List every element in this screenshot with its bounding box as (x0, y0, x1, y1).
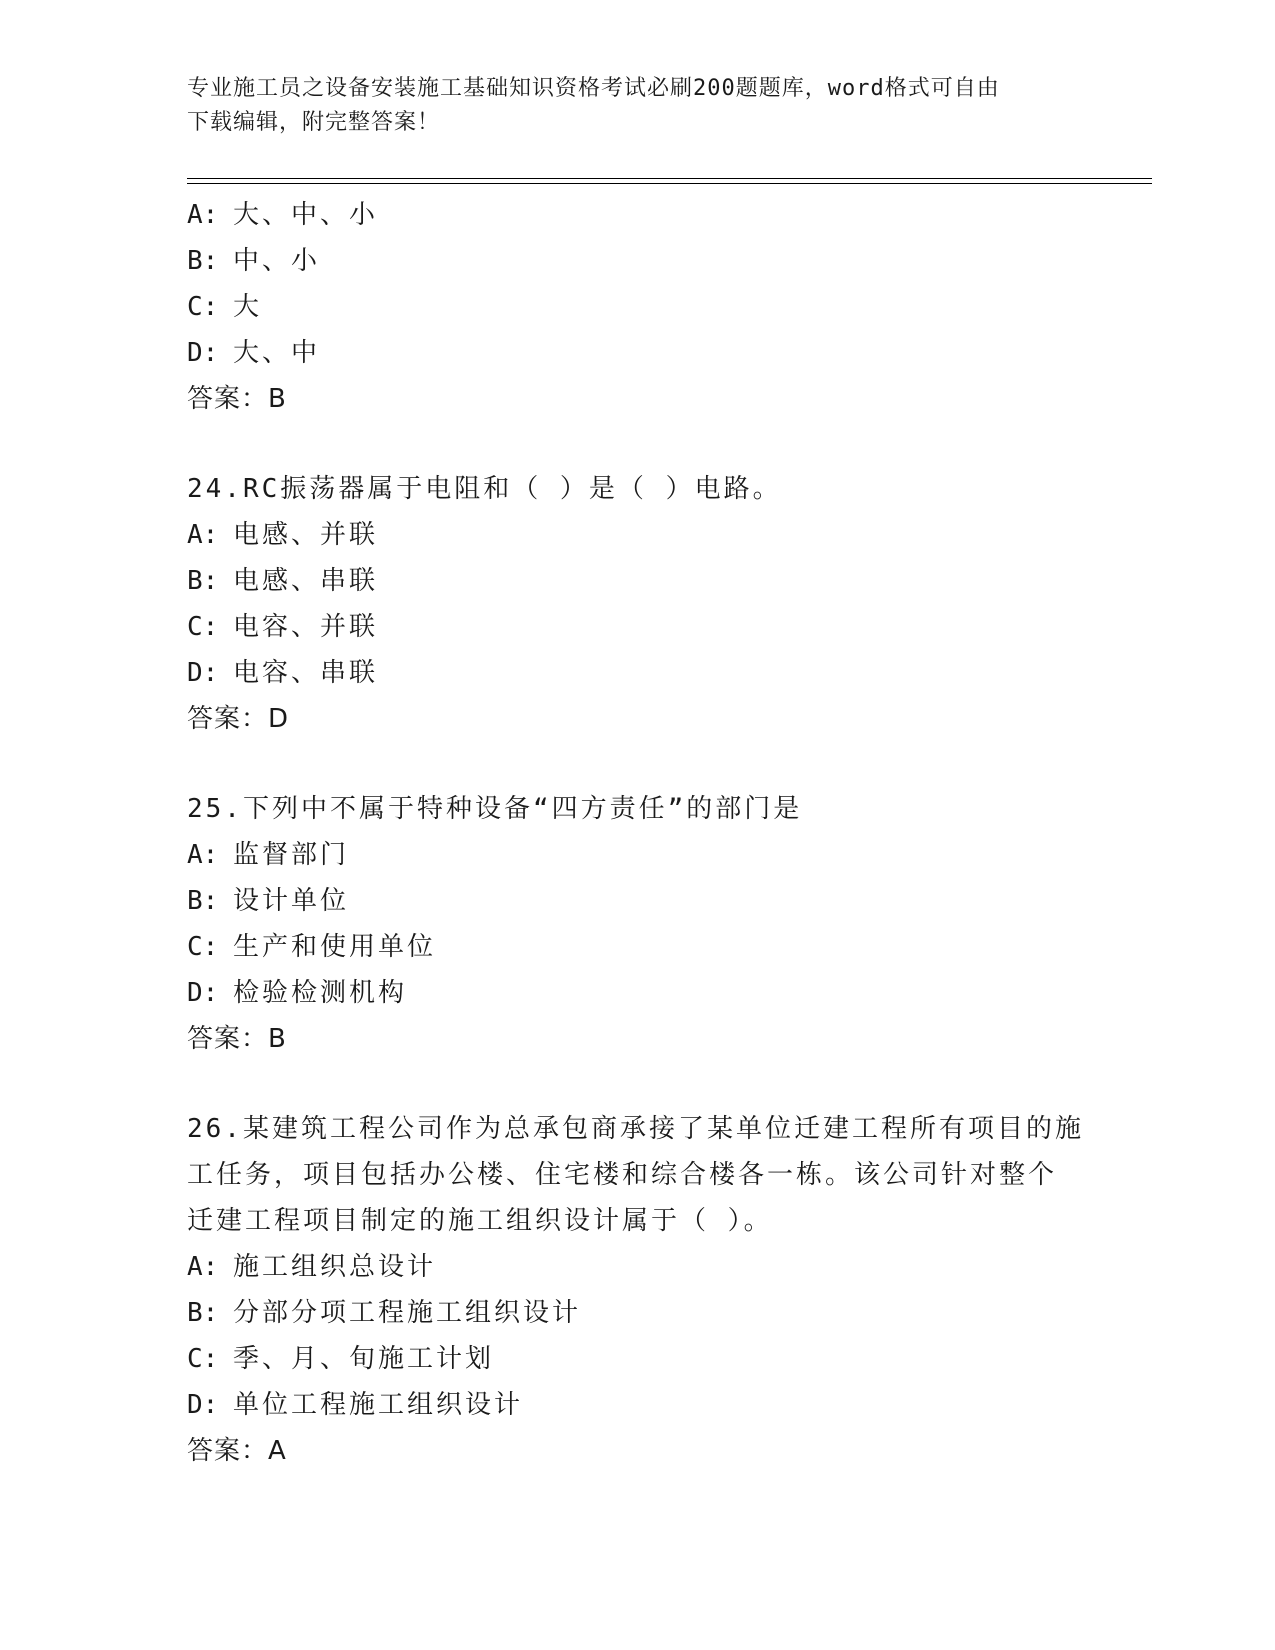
option-label: D: (187, 658, 219, 688)
option-b (187, 1290, 1087, 1336)
spacer (187, 742, 1087, 786)
option-label: D: (187, 978, 219, 1008)
option-c (187, 1336, 1087, 1382)
question-stem-line-2: 工任务，项目包括办公楼、住宅楼和综合楼各一栋。该公司针对整个 (187, 1160, 1058, 1190)
header-text-line-2: 下载编辑，附完整答案！ (187, 110, 441, 135)
option-text: 检验检测机构 (233, 978, 408, 1008)
answer-line: 答案：A (187, 1436, 287, 1466)
question-block-25 (187, 786, 1087, 1062)
option-label: C: (187, 1344, 219, 1374)
question-stem-line-3: 迁建工程项目制定的施工组织设计属于（ ）。 (187, 1206, 773, 1236)
question-block-24 (187, 466, 1087, 742)
option-text: 大 (233, 292, 263, 322)
option-label: A: (187, 200, 219, 230)
option-label: A: (187, 1252, 219, 1282)
question-block-26 (187, 1106, 1087, 1474)
option-text: 单位工程施工组织设计 (233, 1390, 524, 1420)
option-a (187, 192, 1087, 238)
option-label: B: (187, 566, 219, 596)
option-b (187, 238, 1087, 284)
option-text: 季、月、旬施工计划 (233, 1344, 495, 1374)
option-label: A: (187, 520, 219, 550)
option-label: B: (187, 246, 219, 276)
header-divider (187, 178, 1152, 179)
option-text: 分部分项工程施工组织设计 (233, 1298, 582, 1328)
option-c (187, 604, 1087, 650)
option-d (187, 330, 1087, 376)
option-b (187, 558, 1087, 604)
option-a (187, 1244, 1087, 1290)
option-text: 电感、串联 (233, 566, 379, 596)
question-block-23 (187, 192, 1087, 422)
option-text: 施工组织总设计 (233, 1252, 437, 1282)
question-stem: 25.下列中不属于特种设备“四方责任”的部门是 (187, 794, 803, 824)
option-a (187, 832, 1087, 878)
question-stem-line-1: 26.某建筑工程公司作为总承包商承接了某单位迁建工程所有项目的施 (187, 1114, 1084, 1144)
option-label: A: (187, 840, 219, 870)
option-c (187, 924, 1087, 970)
answer-line: 答案：B (187, 1024, 287, 1054)
option-c (187, 284, 1087, 330)
option-a (187, 512, 1087, 558)
option-text: 设计单位 (233, 886, 350, 916)
header-text-line-1: 专业施工员之设备安装施工基础知识资格考试必刷200题题库，word格式可自由 (187, 76, 1000, 101)
option-d (187, 1382, 1087, 1428)
option-label: C: (187, 932, 219, 962)
option-label: D: (187, 1390, 219, 1420)
answer-line: 答案：D (187, 704, 290, 734)
option-b (187, 878, 1087, 924)
option-text: 电感、并联 (233, 520, 379, 550)
question-stem: 24.RC振荡器属于电阻和（ ）是（ ）电路。 (187, 474, 782, 504)
option-label: B: (187, 886, 219, 916)
option-d (187, 650, 1087, 696)
option-text: 电容、并联 (233, 612, 379, 642)
spacer (187, 1062, 1087, 1106)
option-text: 电容、串联 (233, 658, 379, 688)
option-text: 大、中、小 (233, 200, 379, 230)
spacer (187, 422, 1087, 466)
question-list (187, 192, 1087, 1474)
option-d (187, 970, 1087, 1016)
answer-line: 答案：B (187, 384, 287, 414)
header-divider-second (187, 183, 1152, 184)
option-label: C: (187, 292, 219, 322)
option-text: 生产和使用单位 (233, 932, 437, 962)
option-text: 监督部门 (233, 840, 350, 870)
option-label: D: (187, 338, 219, 368)
option-text: 中、小 (233, 246, 321, 276)
option-text: 大、中 (233, 338, 321, 368)
option-label: C: (187, 612, 219, 642)
page-header (187, 72, 1067, 140)
option-label: B: (187, 1298, 219, 1328)
